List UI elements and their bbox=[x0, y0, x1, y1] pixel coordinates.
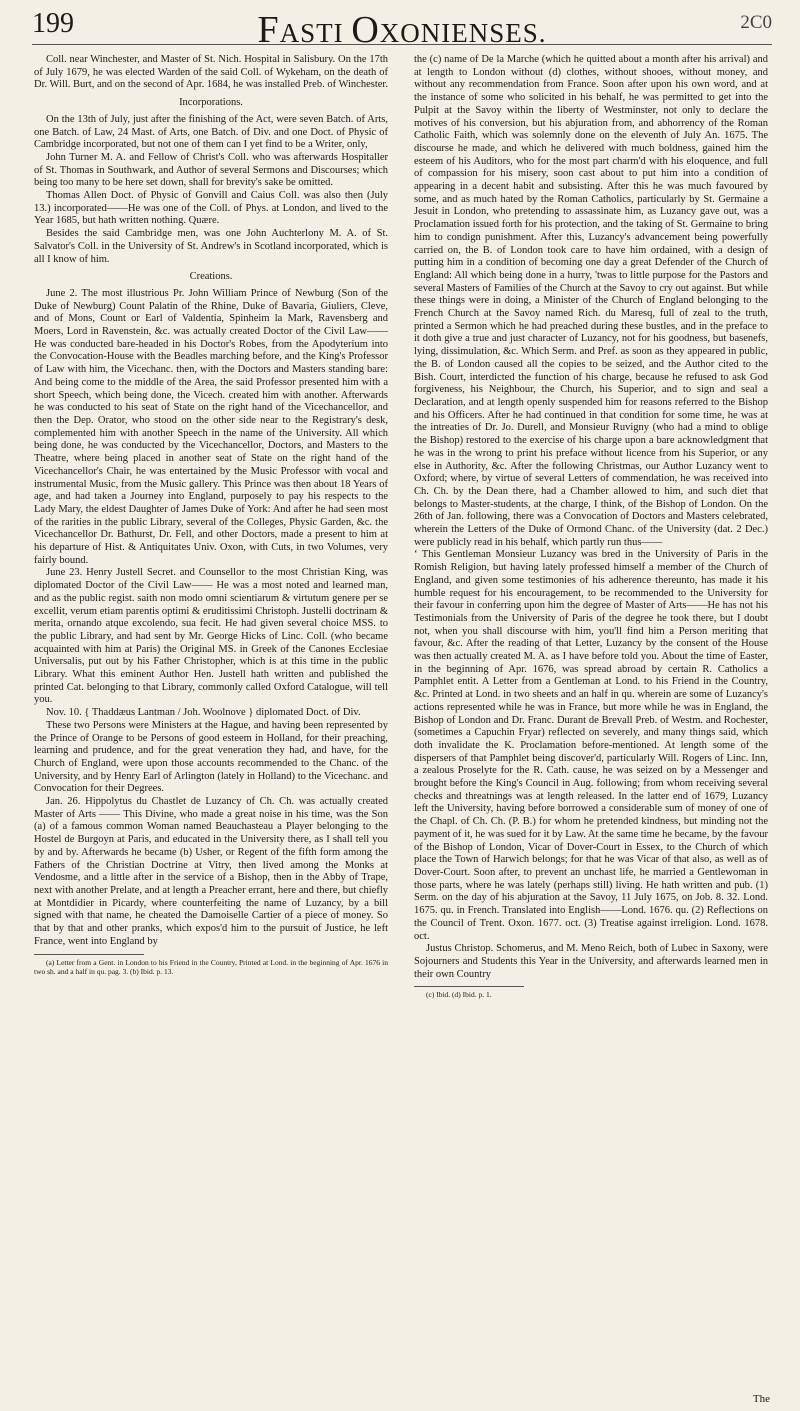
page-number: 199 bbox=[32, 8, 74, 39]
paragraph: Besides the said Cambridge men, was one John Auchterlony M. A. of St. Salvator's Coll. in the University of St. Andrew's in Scotland incorporated, which is all I know of him. bbox=[34, 228, 388, 265]
paragraph: Jan. 26. Hippolytus du Chastlet de Luzancy of Ch. Ch. was actually created Master of Arts —— This Divine, who made a great noise in his time, was the Son (a) of a famous common Woman named Beauchasteau a Player belonging to the Hostel de Burgoyn at Paris, and educated in the University there, as I shall tell you by and by. Afterwards he became (b) Usher, or Regent of the fifth form among the Fathers of the Christian Doctrine at Vitry, then lived among the Monks at Vendosme, and a little after in the service of a Bishop, then in the Abby of Trape, next with another Prelate, and at length a Preacher errant, here and there, but chiefly at Montdidier in Picardy, where counterfeiting the name of Luzancy, by a bill signed with that name, he cheated the Damoiselle Cartier of a piece of money. So that by that and other pranks, which expos'd him to the pursuit of Justice, he left France, went into England by bbox=[34, 796, 388, 947]
header-rule bbox=[32, 44, 772, 45]
paragraph: Coll. near Winchester, and Master of St. Nich. Hospital in Salisbury. On the 17th of July 1679, he was elected Warden of the said Coll. of Wykeham, on the death of Dr. Will. Burt, and on the second of Apr. 1684, he was installed Preb. of Winchester. bbox=[34, 54, 388, 91]
section-heading: Incorporations. bbox=[179, 97, 243, 109]
paragraph: These two Persons were Ministers at the Hague, and having been represented by the Prince of Orange to be Persons of good esteem in Holland, for their preaching, learning and prudence, and for the great veneration they had, and have, for the Church of England, were upon those accounts recommended to the Chanc. of the University, and by Henry Earl of Arlington (lately in Holland) to the Vicechanc. and Convocation for their Degrees. bbox=[34, 719, 388, 795]
paragraph: On the 13th of July, just after the finishing of the Act, were seven Batch. of Arts, one Batch. of Law, 24 Mast. of Arts, one Batch. of Div. and one Doct. of Physic of Cambridge incorporated, but not one of them can I yet find to be a Writer, only, bbox=[34, 113, 388, 151]
section-heading: Creations. bbox=[189, 271, 233, 283]
footnote: (a) Letter from a Gent. in London to his Friend in the Country, Printed at Lond. in the beginning of Apr. 1676 in two sh. and a half in qu. pag. 3. (b) Ibid. p. 13. bbox=[34, 957, 388, 976]
right-column bbox=[414, 54, 768, 999]
paragraph: John Turner M. A. and Fellow of Christ's Coll. who was afterwards Hospitaller of St. Thomas in Southwark, and Author of several Sermons and Discourses; which being too many to be here set down, shall for brevity's sake be omitted. bbox=[34, 151, 388, 189]
paragraph: Thomas Allen Doct. of Physic of Gonvill and Caius Coll. was also then (July 13.) incorporated——He was one of the Coll. of Phys. at London, and lived to the Year 1685, but hath written nothing. Quære. bbox=[34, 190, 388, 227]
page-header bbox=[32, 8, 772, 51]
paragraph: the (c) name of De la Marche (which he quitted about a month after his arrival) and at length to London without (d) clothes, without shooes, without money, and without any recommendation from France. Soon after upon his own word, and at the instance of some who solicited in his behalf, he was permitted to get into the Pulpit at the Savoy within the liberty of Westminster, not only to declare the motives of his conversion, but his abjuration from, and abhorrency of the Roman Catholic Faith, which was solemnly done on the eleventh of July An. 1675. The discourse he made, and which he delivered with much boldness, gained him the esteem of his Auditors, who for the most part charm'd with his eloquence, and full of compassion for his misery, soon cast about to put him into a condition of appearing in a decent habit and subsisting. After this he was much favoured by some, and as much hated by the Roman Catholics, particularly by St. Germaine a Jesuit in London, who pretending to assassinate him, as Luzancy gave out, was a Proclamation issued forth for his protection, and the taking of St. Germaine to bring him to condign punishment. After this, Luzancy's advancement being powerfully carried on, the B. of London took care to have him ordained, with a design of putting him in a condition of becoming one day a great Defender of the Church of England: All which being done in a hurry, 'twas to little purpose for the Pastors and several Masters of Families of the Church at the Savoy to cry out against. But while these things were in doing, a Minister of the Church of England belonging to the French Church at the Savoy named Rich. du Maresq, full of zeal to the truth, printed a Sermon which he had preached during these bustles, and in the preface to it doth give a true and just character of Luzancy, not for his goodness, but basenefs, lying, dissimulation, &c. Which Serm. and Pref. as soon as they appeared in public, the B. of London caused all the copies to be seized, and the Author cited to the Bish. Court, interdicted the function of his charge, because he refused to ask God forgiveness, his Neighbour, the Church, his Superior, and to sign and seal a Declaration, and at length openly suspended him for reasons referred to the Bishop and his Officers. After he had continued in that condition for some time, he was at the intreaties of Dr. Jo. Durell, and Monsieur Ruvigny (who had a mind to oblige the Bishop) restored to the exercise of his charge upon a bare acknowledgment that he was in the wrong to print his preface without licence from his Superior, or any else in Authority, &c. After the following Christmas, our Author Luzancy went to Oxford; where, by virtue of several Letters of commendation, he was received into Ch. Ch. by the Dean there, had a Chamber allowed to him, and such diet that belongs to Master-students, at the charge, I think, of the Bishop of London. On the 26th of Jan. following, there was a Convocation of Doctors and Masters celebrated, wherein the Letters of the Duke of Ormond Chanc. of the University (dat. 2 Dec.) were publicly read in his behalf, which partly run thus—— bbox=[414, 54, 768, 548]
footnote: (c) Ibid. (d) Ibid. p. 1. bbox=[426, 990, 492, 1000]
paragraph: Justus Christop. Schomerus, and M. Meno Reich, both of Lubec in Saxony, were Sojourners and Students this Year in the University, and afterwards learned men in their own Country bbox=[414, 943, 768, 980]
running-head: FASTI OXONIENSES. bbox=[257, 9, 547, 51]
paragraph: June 2. The most illustrious Pr. John William Prince of Newburg (Son of the Duke of Newburg) Count Palatin of the Rhine, Duke of Bavaria, Giuliers, Cleve, and of Mons, Count or Earl of Valdentia, Spinheim la Mark, Ravensberg and Moers, Lord in Ravenstein, &c. was actually created Doctor of the Civil Law——He was conducted bare-headed in his Doctor's Robes, from the Apodyterium into the Convocation-House with the Beadles marching before, and the King's Professor of Law with him, the Vicechanc. then, with the Doctors and Masters standing bare: And being come to the middle of the Area, the said Professor presented him with a short Speech, which being done, the Vicech. created him with another. Afterwards he was conducted to his seat of State on the right hand of the Vicechancellor, and then the Dep. Orator, who stood on the other side near to the Registrary's desk, complemented him with another Speech in the name of the University. All which being done, he was conducted by the Vicechancellor, Doctors, and Masters to the Theatre, where being placed in another seat of State on the right hand of the Vicechancellor's Chair, he was entertained by the Music Professor with vocal and instrumental Music, from the Music gallery. This Prince was then about 18 Years of age, and had taken a Journey into England, purposely to pay his respects to the Lady Mary, the eldest Daughter of James Duke of York: And after he had seen most of the rarities in the public Library, several of the Colleges, Physic Garden, &c. the Vicechancellor Dr. Bathurst, Dr. Fell, and other Doctors, made a present to him at his departure of Hist. & Antiquitates Univ. Oxon, with Cuts, in two Volumes, very fairly bound. bbox=[34, 287, 388, 566]
paragraph: ‘ This Gentleman Monsieur Luzancy was bred in the University of Paris in the Romish Religion, but having lately professed himself a member of the Church of England, and given some testimonies of his adherence thereunto, has made it his humble request for his encouragement, to be recommended to the University for their favour in conferring upon him the degree of Master of Arts——He has not his Testimonials from the University of Paris of the degree he took there, but I doubt not, when you shall discourse with him, you'll find him a Person meriting that favour, &c. After the reading of that Letter, Luzancy by the consent of the House was then actually created M. A. as I have before told you. About the time of Easter, in the beginning of Apr. 1676, was spread abroad by certain R. Catholics a Pamphlet entit. A Letter from a Gentleman at Lond. to his Friend in the Country, &c. Printed at Lond. in two sheets and an half in qu. wherein are some of Luzancy's actions represented while he was in France, but more while he was in England, the Bishop of London and Dr. Franc. Durant de Brevall Preb. of Westm. and Rochester, (sometimes a Capuchin Fryar) reflected on severely, and many things said, which doth invalidate the K. Proclamation before-mentioned. At length some of the dispersers of that Pamphlet being discover'd, particularly Will. Rogers of Linc. Inn, a zealous Proselyte for the R. Cath. cause, he was seized on by a Messenger and brought before the King's Council in Aug. following; from whom receiving several checks and threatnings was at length released. In the latter end of 1679, Luzancy left the University, having before borrowed a considerable sum of money of one of the Chapl. of Ch. Ch. (P. B.) for whom he pretended kindness, but minding not the payment of it, he was sued for it by Law. At the same time he became, by the favour of the Bishop of London, Vicar of Dover-Court in Essex, to the Church of which place the Town of Harwich belongs; for that he was Vicar of that also, as well as of Dover-Court. Soon after, to prevent an unchast life, he married a Gentlewoman in those parts, where he was lately (perhaps still) living. He hath written and pub. (1) Serm. on the day of his abjuration at the Savoy, 11 July 1675, on Job. 8. 32. Lond. 1675. qu. in French. Translated into English——Lond. 1676. qu. (2) Reflections on the Council of Trent. Oxon. 1677. oct. (3) Treatise against irreligion. Lond. 1678. oct. bbox=[414, 549, 768, 942]
paragraph: Nov. 10. { Thaddæus Lantman / Joh. Woolnove } diplomated Doct. of Div. bbox=[46, 707, 361, 719]
paragraph: June 23. Henry Justell Secret. and Counsellor to the most Christian King, was diplomated Doctor of the Civil Law—— He was a most noted and learned man, and as the public regist. saith non modo omni scientiarum & virtutum genere per se excellit, verum etiam parentis optimi & eruditissimi Christoph. Justelli doctrinam & merita, ornando atque excolendo, sua fecit. He had given several choice MSS. to the public Library, and had sent by Mr. George Hicks of Linc. Coll. (who became acquainted with him at Paris) the Original MS. in Greek of the Canones Ecclesiae Universalis, put out by his Father Christopher, which is at this time in the public Library. What this eminent Author Hen. Justell hath written and published the printed Cat. belonging to that Library, commonly called Oxford Catalogue, will tell you. bbox=[34, 567, 388, 706]
footnote-rule bbox=[414, 986, 524, 987]
catchword: The bbox=[752, 1393, 770, 1405]
footnote-rule bbox=[34, 954, 144, 955]
signature-mark: 2C0 bbox=[740, 12, 772, 33]
left-column bbox=[34, 54, 388, 976]
